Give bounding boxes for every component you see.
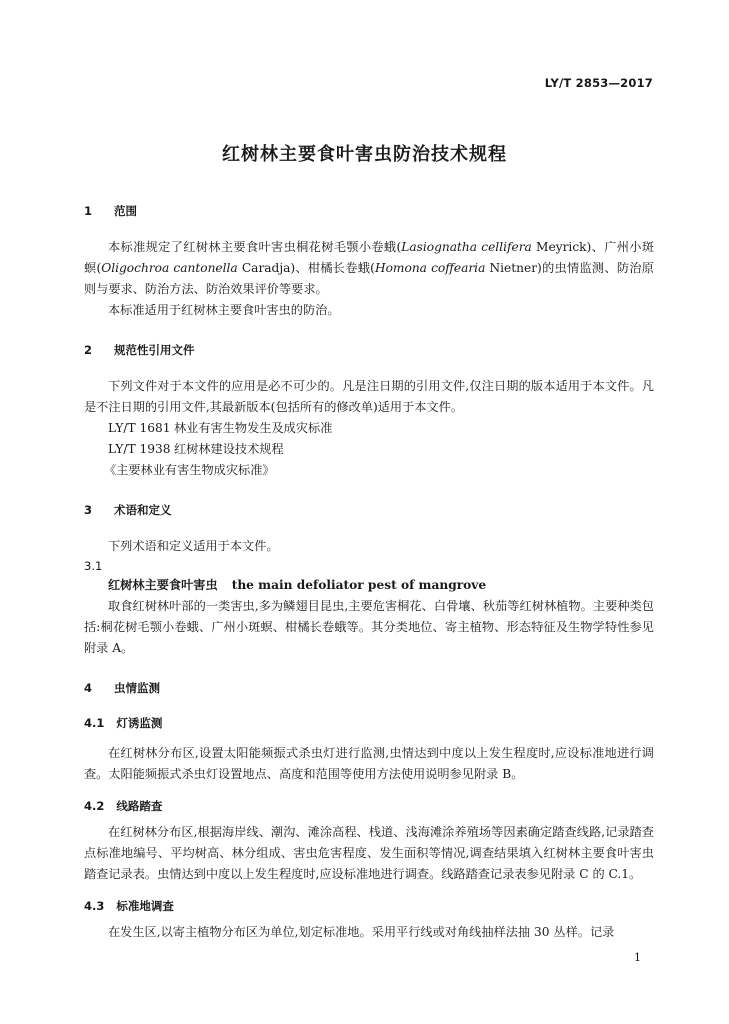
subsection-number: 4.3 — [84, 899, 105, 913]
term-entry — [84, 575, 654, 596]
subsection-title: 灯诱监测 — [116, 716, 163, 730]
subsection-number: 4.2 — [84, 799, 105, 813]
term-chinese: 红树林主要食叶害虫 — [108, 578, 218, 592]
text-run: 本标准规定了红树林主要食叶害虫桐花树毛颚小卷蛾( — [108, 240, 402, 254]
reference-item: 《主要林业有害生物成灾标准》 — [104, 463, 275, 477]
scope-paragraph — [84, 237, 654, 300]
text-run: Nietner)的虫情监测、防治原则与要求、防治方法、防治效果评价等要求。 — [84, 261, 654, 296]
reference-code: LY/T 1681 — [108, 421, 171, 435]
section-title: 范围 — [114, 204, 137, 218]
term-number: 3.1 — [84, 559, 103, 573]
plot-survey-paragraph: 在发生区,以寄主植物分布区为单位,划定标准地。采用平行线或对角线抽样法抽 30 丛样。记录 — [108, 925, 615, 939]
subsection-4-2-heading — [84, 798, 654, 814]
section-number: 2 — [84, 343, 93, 357]
section-2-heading — [84, 342, 654, 358]
normative-refs-intro: 下列文件对于本文件的应用是必不可少的。凡是注日期的引用文件,仅注日期的版本适用于本文件。凡是不注日期的引用文件,其最新版本(包括所有的修改单)适用于本文件。 — [84, 379, 654, 414]
reference-title: 林业有害生物发生及成灾标准 — [174, 421, 333, 435]
term-english: the main defoliator pest of mangrove — [231, 578, 487, 592]
species-name: Lasiognatha cellifera — [401, 240, 532, 254]
species-name: Oligochroa cantonella — [101, 261, 238, 275]
section-3-heading — [84, 502, 654, 518]
term-definition: 取食红树林叶部的一类害虫,多为鳞翅目昆虫,主要危害桐花、白骨壤、秋茄等红树林植物。主要种类包括:桐花树毛颚小卷蛾、广州小斑螟、柑橘长卷蛾等。其分类地位、寄主植物、形态特征及生物学特性参见附录 A。 — [84, 599, 654, 655]
text-run: Caradja)、柑橘长卷蛾( — [237, 261, 375, 275]
terms-intro: 下列术语和定义适用于本文件。 — [108, 539, 279, 553]
reference-item — [84, 439, 654, 460]
subsection-4-1-heading — [84, 715, 654, 731]
reference-code: LY/T 1938 — [108, 442, 171, 456]
species-name: Homona coffearia — [374, 261, 486, 275]
subsection-title: 标准地调查 — [116, 899, 174, 913]
document-title: 红树林主要食叶害虫防治技术规程 — [222, 144, 507, 165]
reference-title: 红树林建设技术规程 — [174, 442, 284, 456]
section-1-heading — [84, 203, 654, 219]
section-title: 术语和定义 — [114, 503, 172, 517]
section-number: 3 — [84, 503, 93, 517]
light-trap-paragraph: 在红树林分布区,设置太阳能频振式杀虫灯进行监测,虫情达到中度以上发生程度时,应设标准地进行调查。太阳能频振式杀虫灯设置地点、高度和范围等使用方法使用说明参见附录 B。 — [84, 746, 654, 781]
subsection-title: 线路踏查 — [116, 799, 163, 813]
route-survey-paragraph: 在红树林分布区,根据海岸线、潮沟、滩涂高程、栈道、浅海滩涂养殖场等因素确定踏查线路,记录踏查点标准地编号、平均树高、林分组成、害虫危害程度、发生面积等情况,调查结果填入红树林主要食叶害虫踏查记录表。虫情达到中度以上发生程度时,应设标准地进行调查。线路踏查记录表参见附录 C 的 C.1。 — [84, 825, 654, 881]
section-number: 1 — [84, 204, 93, 218]
subsection-4-3-heading — [84, 898, 654, 914]
subsection-number: 4.1 — [84, 716, 105, 730]
section-number: 4 — [84, 681, 93, 695]
text-run: Meyrick)、广州小斑螟( — [84, 240, 655, 275]
scope-applicability: 本标准适用于红树林主要食叶害虫的防治。 — [108, 303, 340, 317]
page-number: 1 — [634, 951, 641, 964]
reference-item — [84, 418, 654, 439]
section-4-heading — [84, 680, 654, 696]
section-title: 规范性引用文件 — [114, 343, 195, 357]
document-body — [84, 200, 654, 943]
standard-code: LY/T 2853—2017 — [544, 76, 653, 90]
section-title: 虫情监测 — [114, 681, 160, 695]
